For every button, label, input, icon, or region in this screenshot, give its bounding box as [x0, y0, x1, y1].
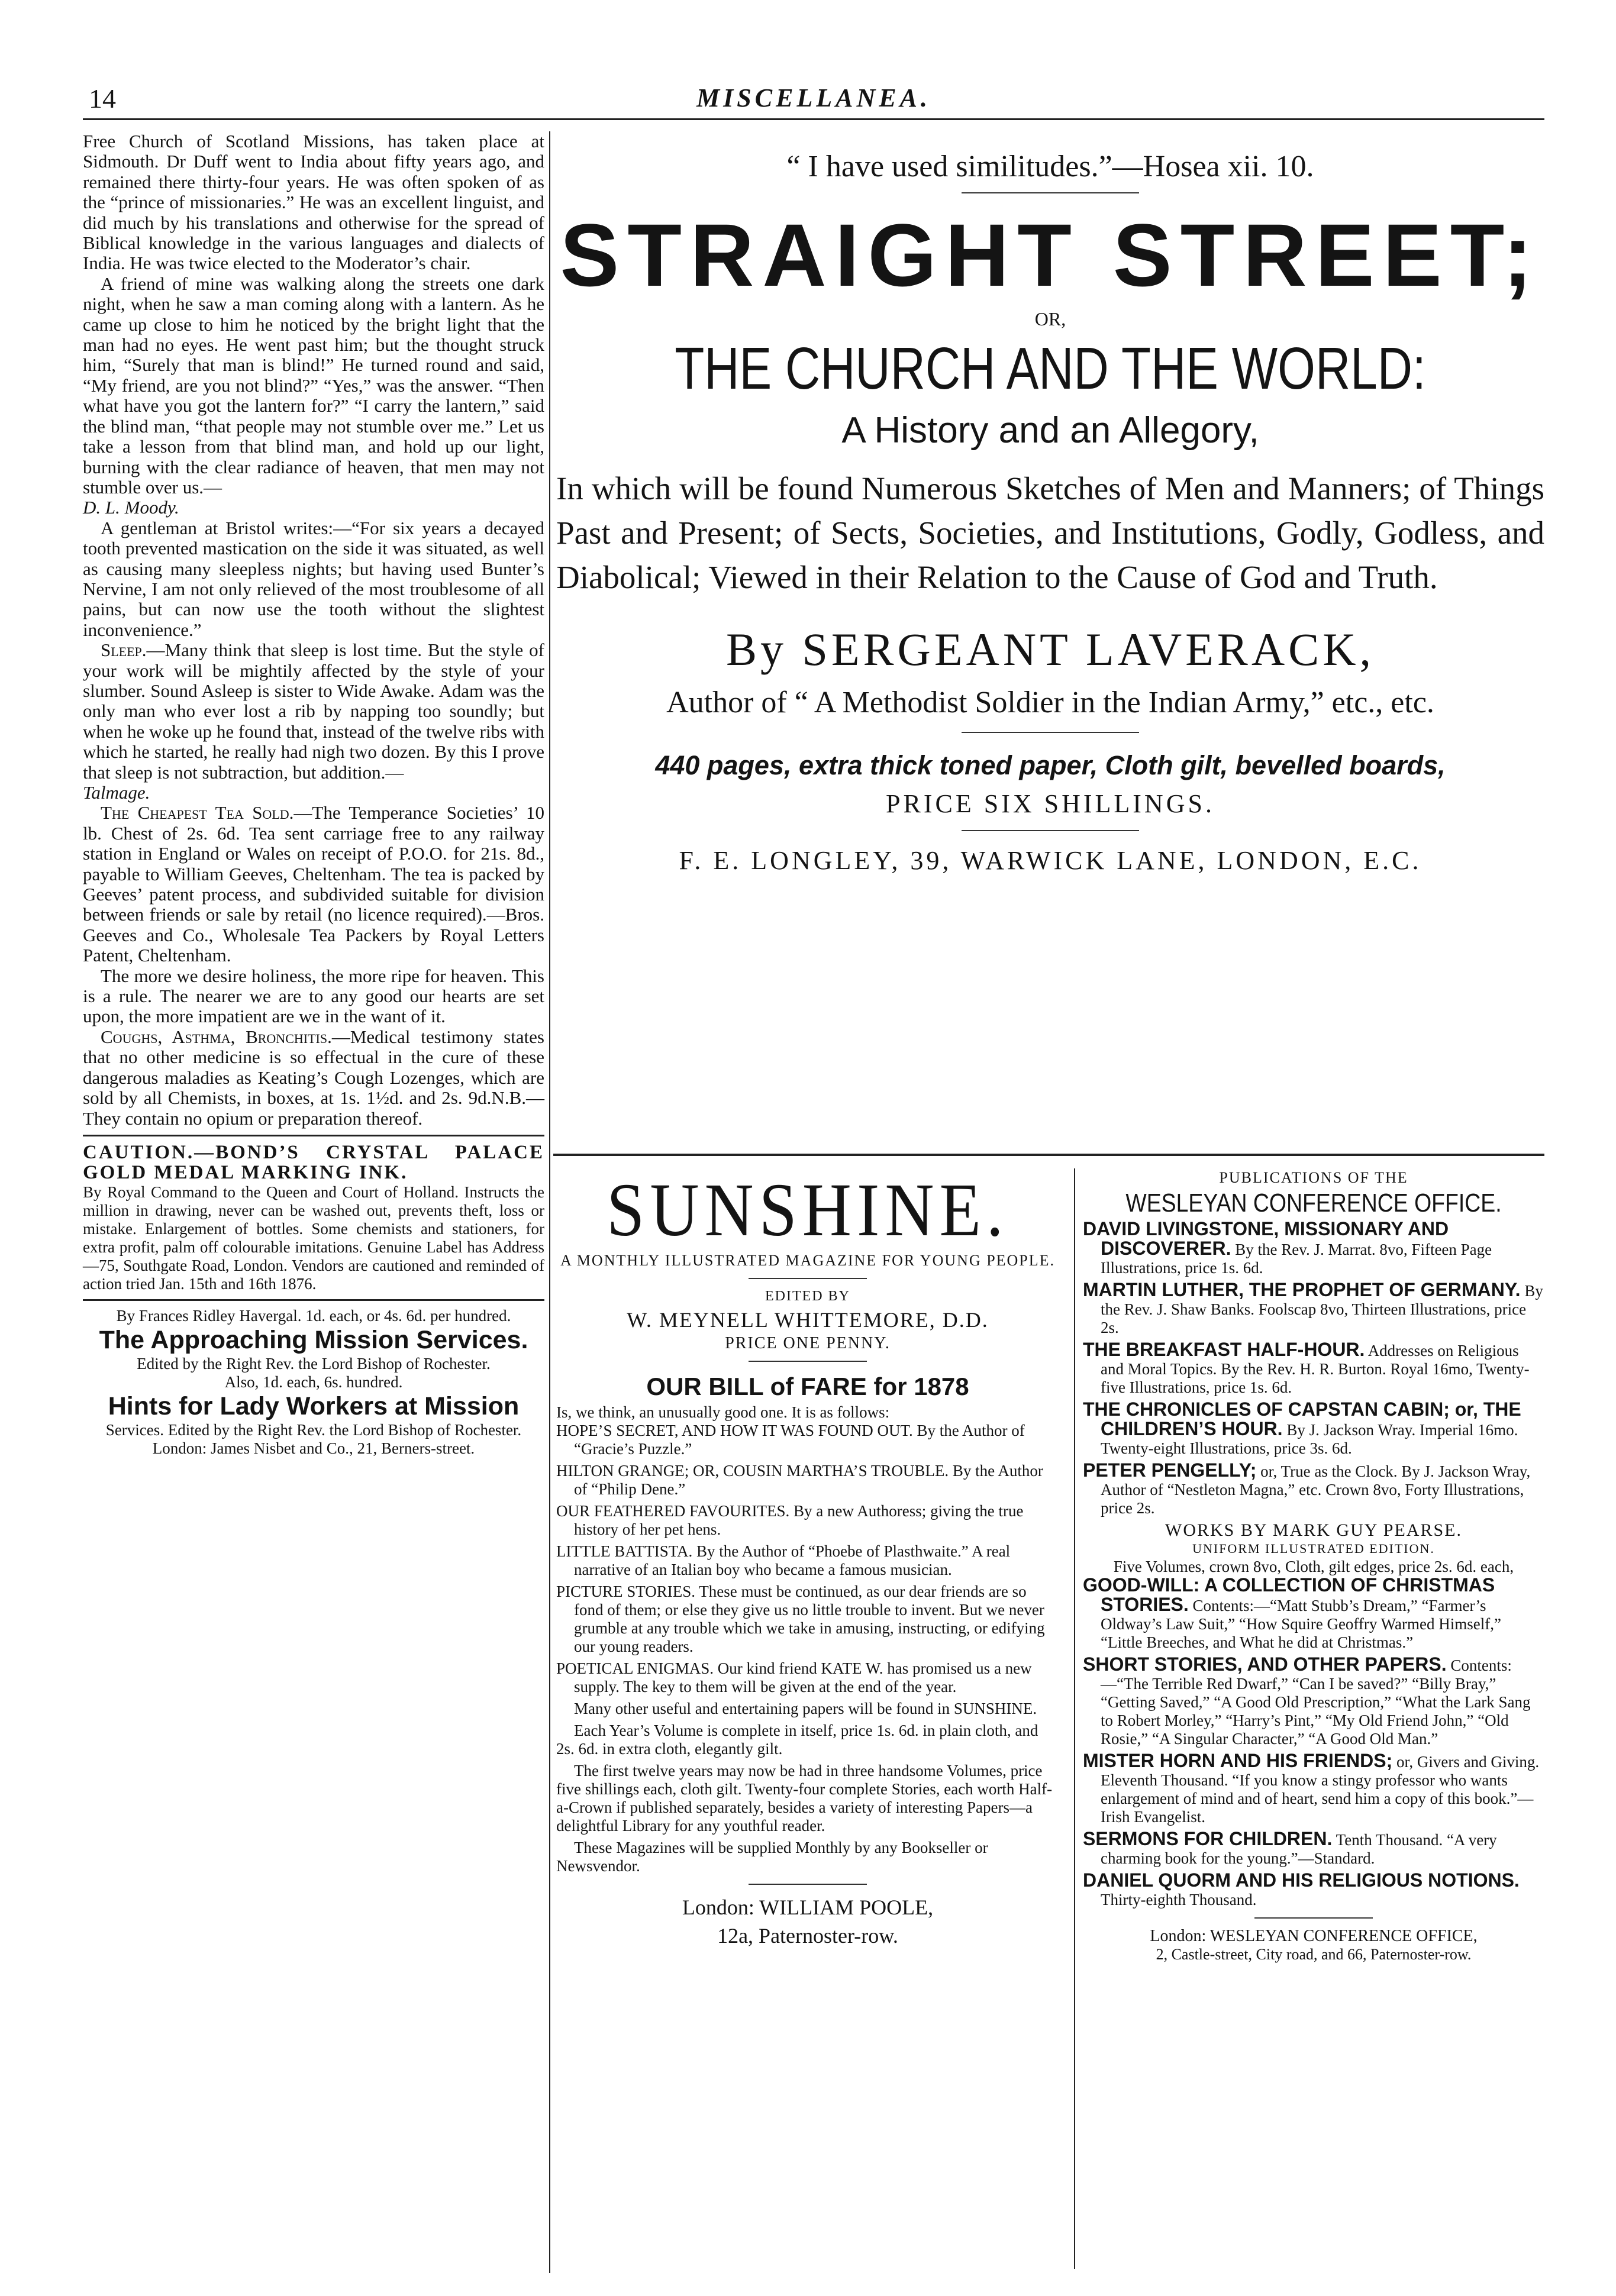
- sunshine-item: LITTLE BATTISTA. By the Author of “Phoebe of Plasthwaite.” A real narrative of an Italian boy who became a famous musician.: [556, 1542, 1011, 1578]
- wesleyan-five-volumes: Five Volumes, crown 8vo, Cloth, gilt edges, price 2s. 6d. each,: [1113, 1558, 1514, 1575]
- article-coughs: [83, 1027, 544, 1129]
- ad-subtitle: THE CHURCH AND THE WORLD:: [675, 335, 1426, 402]
- entry-body: By J. Jackson Wray. Imperial 16mo. Twenty-eight Illustrations, price 3s. 6d.: [1101, 1421, 1518, 1457]
- sunshine-edited-by: EDITED BY: [765, 1289, 850, 1304]
- left-column: [83, 131, 544, 1458]
- article-sleep: [83, 640, 544, 783]
- article-blind-man: A friend of mine was walking along the streets one dark night, when he saw a man coming along with a lantern. As he came up close to him he noticed by the bright light that the man had no eyes. He went past him; but the thought struck him, “Surely that man is blind!” He turned round and said, “My friend, are you not blind?” “Yes,” was the answer. “Then what have you got the lantern for?” “I carry the lantern,” said the blind man, “that people may not stumble over me.” Let us take a lesson from that blind man, and hold up our light, burning with the clear radiance of heaven, that men may not stumble over us.—: [83, 273, 544, 498]
- article-tea: [83, 803, 544, 965]
- wesleyan-entry: [1083, 1871, 1544, 1909]
- column-rule-right: [1074, 1168, 1075, 2269]
- divider: [749, 1278, 867, 1279]
- divider: [962, 830, 1139, 831]
- running-title: MISCELLANEA.: [696, 83, 931, 112]
- caution-body: By Royal Command to the Queen and Court of Holland. Instructs the million in drawing, never can be washed out, prevents theft, loss or mistake. Enlargement of bottles. Some chemists and stationers, for extra profit, palm off colourable imitations. Genuine Label has Address—75, Southgate Road, London. Vendors are cautioned and reminded of action tried Jan. 15th and 16th 1876.: [83, 1183, 544, 1293]
- sunshine-price: PRICE ONE PENNY.: [725, 1334, 891, 1352]
- wesleyan-entry: [1083, 1752, 1544, 1826]
- wesleyan-entry: [1083, 1576, 1544, 1652]
- caution-heading: CAUTION.—BOND’S CRYSTAL PALACE GOLD MEDAL MARKING INK.: [83, 1141, 544, 1184]
- sunshine-item: HILTON GRANGE; OR, COUSIN MARTHA’S TROUBLE. By the Author of “Philip Dene.”: [556, 1462, 1043, 1498]
- divider: [1254, 1917, 1373, 1919]
- wesleyan-entry: [1083, 1281, 1544, 1337]
- ad-publisher: F. E. LONGLEY, 39, WARWICK LANE, LONDON, E.C.: [679, 846, 1422, 875]
- ad-tagline: A History and an Allegory,: [841, 410, 1259, 451]
- column-rule-left: [549, 131, 550, 2273]
- wesleyan-entry: [1083, 1400, 1544, 1458]
- divider: [749, 1884, 867, 1885]
- wesleyan-london: London: WESLEYAN CONFERENCE OFFICE,: [1150, 1927, 1478, 1945]
- entry-body: Thirty-eighth Thousand.: [1101, 1891, 1257, 1909]
- article-coughs-body: —Medical testimony states that no other medicine is so effectual in the cure of these dangerous maladies as Keating’s Cough Lozenges, which are sold by all Chemists, in boxes, at 1s. 1½d. and 2s. 9d.N.B.—They contain no opium or preparation thereof.: [83, 1026, 544, 1129]
- entry-body: or, True as the Clock. By J. Jackson Wray, Author of “Nestleton Magna,” etc. Crown 8vo, Forty Illustrations, price 2s.: [1101, 1462, 1531, 1517]
- article-holiness: The more we desire holiness, the more ripe for heaven. This is a rule. The nearer we are to any good our hearts are set upon, the more impatient are we in the want of it.: [83, 965, 544, 1027]
- wesleyan-works-by: WORKS BY MARK GUY PEARSE.: [1165, 1520, 1462, 1540]
- wesleyan-office: WESLEYAN CONFERENCE OFFICE.: [1125, 1189, 1502, 1218]
- ad-or: OR,: [1034, 308, 1066, 330]
- divider: [83, 1135, 544, 1136]
- article-tea-lead: The Cheapest Tea Sold.: [101, 802, 294, 824]
- ad-price: PRICE SIX SHILLINGS.: [886, 789, 1215, 818]
- ad-description: In which will be found Numerous Sketches of Men and Manners; of Things Past and Present; of Sects, Societies, and Institutions, Godly, Godless, and Diabolical; Viewed in their Relation to the Cause of God and Truth.: [556, 470, 1544, 595]
- article-tea-body: —The Temperance Societies’ 10 lb. Chest of 2s. 6d. Tea sent carriage free to any railway station in England or Wales on receipt of P.O.O. for 21s. 8d., payable to William Geeves, Cheltenham. The tea is packed by Geeves’ patent process, and subdivided suitable for division between friends or sale by retail (no licence required).—Bros. Geeves and Co., Wholesale Tea Packers by Royal Letters Patent, Cheltenham.: [83, 802, 544, 966]
- article-coughs-lead: Coughs, Asthma, Bronchitis.: [101, 1026, 332, 1047]
- sunshine-intro: Is, we think, an unusually good one. It is as follows:: [556, 1403, 890, 1421]
- sunshine-para: The first twelve years may now be had in three handsome Volumes, price five shillings each, cloth gilt. Twenty-four complete Stories, each worth Half-a-Crown if published separately, besides a variety of interesting Papers—a delightful Library for any youthful reader.: [556, 1762, 1053, 1835]
- sunshine-para: Many other useful and entertaining papers will be found in SUNSHINE.: [574, 1700, 1037, 1717]
- entry-body: Addresses on Religious and Moral Topics. By the Rev. H. R. Burton. Royal 16mo, Twenty-five Illustrations, price 1s. 6d.: [1101, 1342, 1530, 1396]
- wesleyan-entry: [1083, 1220, 1544, 1277]
- wesleyan-ad: [1083, 1168, 1544, 1964]
- entry-title: SERMONS FOR CHILDREN.: [1083, 1828, 1333, 1849]
- entry-body: Tenth Thousand. “A very charming book for the young.”—Standard.: [1101, 1831, 1497, 1867]
- ad-by-line: By SERGEANT LAVERACK,: [725, 624, 1375, 675]
- entry-body: or, Givers and Giving. Eleventh Thousand. “If you know a stingy professor who wants enlargement of mind and of heart, send him a copy of this book.”—Irish Evangelist.: [1101, 1753, 1540, 1826]
- ad-quote: “ I have used similitudes.”—Hosea xii. 10.: [786, 150, 1314, 183]
- ad-title: STRAIGHT STREET;: [560, 205, 1541, 305]
- mission-body: Edited by the Right Rev. the Lord Bishop of Rochester.: [137, 1354, 491, 1373]
- entry-body: Contents:—“The Terrible Red Dwarf,” “Can I be saved?” “Billy Bray,” “Getting Saved,” “A Good Old Prescription,” “What the Lark Sang to Robert Morley,” “Harry’s Pint,” “My Old Friend John,” “Old Rosie,” “A Singular Character,” “A Good Old Man.”: [1101, 1656, 1531, 1748]
- entry-title: THE CHRONICLES OF CAPSTAN CABIN; or, THE CHILDREN’S HOUR.: [1083, 1399, 1521, 1439]
- sunshine-item-list: [556, 1422, 1059, 1696]
- sunshine-ad: [556, 1168, 1059, 1950]
- sunshine-para: These Magazines will be supplied Monthly by any Bookseller or Newsvendor.: [556, 1839, 988, 1875]
- sunshine-item: PICTURE STORIES. These must be continued, as our dear friends are so fond of them; or else they give us no little trouble to invent. But we never grumble at any trouble which we take in amusing, instructing, or edifying our young readers.: [556, 1583, 1045, 1655]
- divider: [749, 1361, 867, 1362]
- entry-body: By the Rev. J. Shaw Banks. Foolscap 8vo, Thirteen Illustrations, price 2s.: [1101, 1282, 1543, 1336]
- divider: [962, 192, 1139, 193]
- sunshine-address: 12a, Paternoster-row.: [717, 1924, 898, 1948]
- wesleyan-entry: [1083, 1341, 1544, 1397]
- mission-title: The Approaching Mission Services.: [99, 1325, 528, 1354]
- wesleyan-uniform: UNIFORM ILLUSTRATED EDITION.: [1192, 1541, 1435, 1556]
- straight-street-ad: [556, 131, 1544, 879]
- entry-title: GOOD-WILL: A COLLECTION OF CHRISTMAS STORIES.: [1083, 1574, 1495, 1615]
- hints-body: Services. Edited by the Right Rev. the Lord Bishop of Rochester.: [105, 1420, 522, 1439]
- wesleyan-pubs-of: PUBLICATIONS OF THE: [1219, 1169, 1408, 1186]
- divider: [962, 732, 1139, 733]
- wesleyan-entry: [1083, 1830, 1544, 1868]
- horizontal-rule-mid: [553, 1154, 1544, 1156]
- sunshine-london: London: WILLIAM POOLE,: [682, 1895, 934, 1919]
- havergal-line: By Frances Ridley Havergal. 1d. each, or 4s. 6d. per hundred.: [116, 1306, 511, 1325]
- entry-title: PETER PENGELLY;: [1083, 1459, 1257, 1481]
- article-blind-man-author: D. L. Moody.: [83, 497, 179, 518]
- entry-body: By the Rev. J. Marrat. 8vo, Fifteen Page Illustrations, price 1s. 6d.: [1101, 1241, 1492, 1277]
- hints-title: Hints for Lady Workers at Mission: [108, 1391, 520, 1420]
- sunshine-para: Each Year’s Volume is complete in itself, price 1s. 6d. in plain cloth, and 2s. 6d. in extra cloth, elegantly gilt.: [556, 1722, 1038, 1758]
- wesleyan-entry: [1083, 1655, 1544, 1748]
- ad-pages: 440 pages, extra thick toned paper, Cloth gilt, bevelled boards,: [655, 750, 1446, 780]
- entry-title: MISTER HORN AND HIS FRIENDS;: [1083, 1750, 1393, 1771]
- article-bunter-nervine: A gentleman at Bristol writes:—“For six years a decayed tooth prevented mastication on the side it was situated, as well as causing many sleepless nights; but having used Bunter’s Nervine, I am not only relieved of the most troublesome of all pains, but can now use the tooth without the slightest inconvenience.”: [83, 517, 544, 640]
- entry-title: DAVID LIVINGSTONE, MISSIONARY AND DISCOVERER.: [1083, 1218, 1449, 1259]
- entry-body: Contents:—“Matt Stubb’s Dream,” “Farmer’s Oldway’s Law Suit,” “How Squire Geoffry Warmed Himself,” “Little Breeches, and What he did at Christmas.”: [1101, 1597, 1501, 1651]
- page-number: 14: [89, 83, 116, 114]
- mission-price: Also, 1d. each, 6s. hundred.: [224, 1373, 403, 1391]
- entry-title: SHORT STORIES, AND OTHER PAPERS.: [1083, 1654, 1447, 1675]
- sunshine-subtitle: A MONTHLY ILLUSTRATED MAGAZINE FOR YOUNG PEOPLE.: [560, 1252, 1056, 1269]
- wesleyan-address: 2, Castle-street, City road, and 66, Paternoster-row.: [1156, 1946, 1472, 1963]
- sunshine-item: OUR FEATHERED FAVOURITES. By a new Authoress; giving the true history of her pet hens.: [556, 1502, 1024, 1538]
- sunshine-title: SUNSHINE.: [607, 1168, 1009, 1252]
- hints-publisher: London: James Nisbet and Co., 21, Berners-street.: [152, 1439, 475, 1457]
- article-sleep-lead: Sleep.: [101, 640, 147, 661]
- sunshine-bill-of-fare: OUR BILL of FARE for 1878: [646, 1373, 969, 1400]
- ad-author-of: Author of “ A Methodist Soldier in the Indian Army,” etc., etc.: [666, 686, 1434, 719]
- divider: [83, 1299, 544, 1301]
- sunshine-item: POETICAL ENIGMAS. Our kind friend KATE W. has promised us a new supply. The key to them will be given at the end of the year.: [556, 1659, 1032, 1696]
- article-sleep-body: —Many think that sleep is lost time. But the style of your work will be mightily affected by the style of your slumber. Sound Asleep is sister to Wide Awake. Adam was the only man who ever lost a rib by napping too soundly; but when he woke up he found that, instead of the twelve ribs with which he started, he really had nigh two dozen. By this I prove that sleep is not subtraction, but addition.—: [83, 640, 544, 783]
- article-duff: Free Church of Scotland Missions, has taken place at Sidmouth. Dr Duff went to India about fifty years ago, and remained there thirty-four years. He was often spoken of as the “prince of missionaries.” He was an excellent linguist, and did much by his translations and otherwise for the spread of Biblical knowledge in the various languages and dialects of India. He was twice elected to the Moderator’s chair.: [83, 131, 544, 274]
- entry-title: MARTIN LUTHER, THE PROPHET OF GERMANY.: [1083, 1279, 1521, 1300]
- entry-title: DANIEL QUORM AND HIS RELIGIOUS NOTIONS.: [1083, 1869, 1520, 1891]
- page-header: [83, 83, 1544, 120]
- entry-title: THE BREAKFAST HALF-HOUR.: [1083, 1339, 1365, 1360]
- wesleyan-entry: [1083, 1461, 1544, 1517]
- sunshine-editor: W. MEYNELL WHITTEMORE, D.D.: [627, 1308, 989, 1332]
- article-sleep-author: Talmage.: [83, 782, 150, 803]
- sunshine-item: HOPE’S SECRET, AND HOW IT WAS FOUND OUT. By the Author of “Gracie’s Puzzle.”: [556, 1422, 1025, 1458]
